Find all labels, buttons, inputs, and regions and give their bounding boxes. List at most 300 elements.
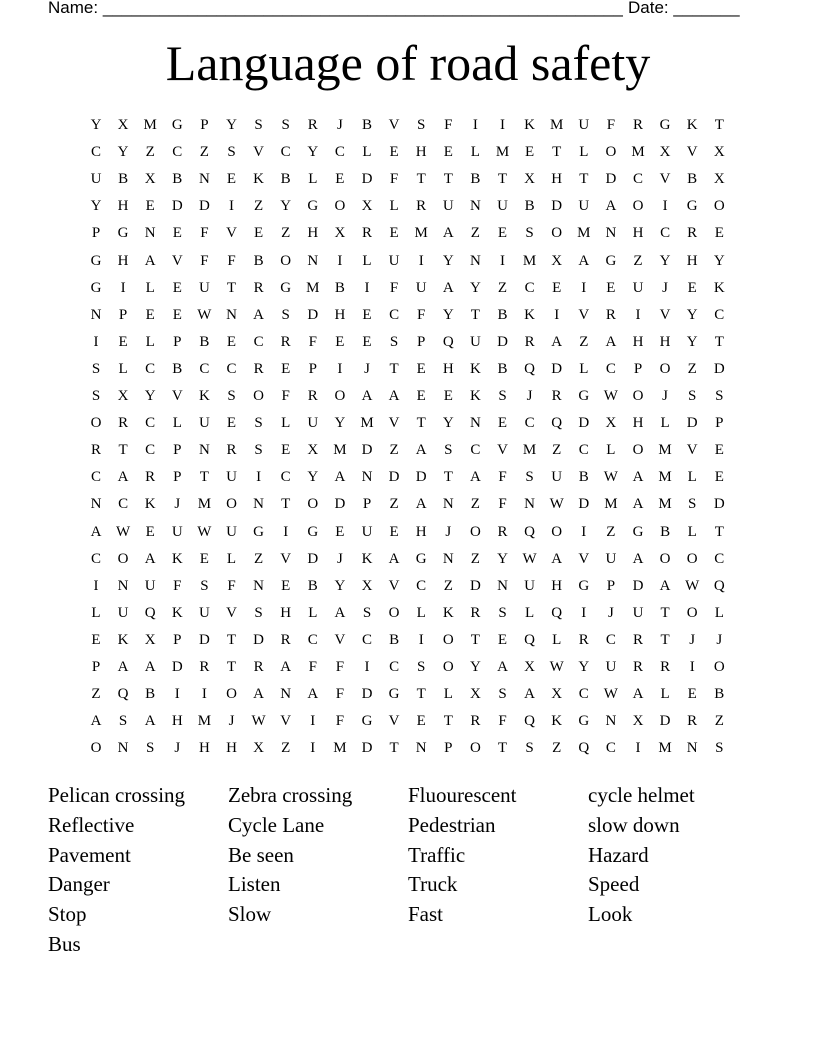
grid-letter: D (632, 577, 644, 594)
grid-letter: Z (281, 225, 291, 242)
grid-letter: R (361, 225, 372, 242)
grid-letter: E (687, 686, 697, 703)
grid-letter: W (251, 713, 266, 730)
grid-letter: I (500, 252, 505, 269)
grid-letter: N (307, 252, 319, 269)
grid-letter: A (334, 469, 346, 486)
grid-letter: O (686, 604, 698, 621)
grid-letter: T (470, 631, 480, 648)
grid-letter: I (310, 713, 316, 730)
grid-letter: E (443, 388, 453, 404)
grid-letter: D (171, 198, 183, 215)
grid-letter: H (551, 171, 563, 188)
grid-letter: B (280, 171, 291, 188)
grid-letter: T (660, 604, 670, 621)
grid-letter: L (579, 360, 589, 377)
grid-letter: V (388, 415, 400, 432)
grid-letter: D (171, 659, 183, 675)
grid-letter: D (551, 360, 563, 377)
grid-letter: P (308, 360, 317, 377)
grid-letter: R (470, 604, 481, 621)
grid-letter: L (308, 604, 318, 621)
grid-letter: O (90, 740, 102, 757)
grid-letter: O (117, 550, 129, 567)
grid-letter: A (442, 279, 454, 296)
grid-letter: M (550, 117, 564, 133)
word-list-item: Truck (408, 872, 458, 897)
grid-letter: D (361, 442, 373, 459)
grid-letter: M (414, 225, 428, 242)
grid-letter: W (197, 306, 212, 323)
grid-letter: N (144, 225, 156, 242)
grid-letter: N (469, 198, 481, 215)
grid-letter: Y (90, 198, 102, 215)
grid-letter: S (417, 659, 426, 675)
grid-letter: L (389, 198, 399, 215)
grid-letter: Y (713, 252, 725, 269)
grid-letter: C (605, 740, 616, 757)
grid-letter: S (498, 604, 507, 621)
grid-letter: A (551, 550, 563, 567)
grid-letter: P (200, 117, 209, 133)
grid-letter: A (361, 388, 373, 404)
grid-letter: H (415, 523, 427, 540)
grid-letter: T (226, 659, 237, 675)
grid-letter: H (442, 360, 454, 377)
grid-letter: E (443, 144, 453, 161)
grid-letter: J (607, 604, 614, 621)
grid-letter: R (687, 713, 698, 730)
grid-letter: M (658, 496, 672, 513)
grid-letter: H (334, 306, 346, 323)
grid-letter: Z (470, 496, 480, 513)
grid-letter: J (364, 360, 370, 377)
grid-letter: T (416, 686, 426, 703)
grid-letter: D (361, 740, 373, 757)
grid-letter: E (145, 523, 155, 540)
grid-letter: B (497, 360, 508, 377)
grid-letter: I (283, 523, 289, 540)
grid-letter: R (253, 360, 264, 377)
grid-letter: B (307, 577, 318, 594)
grid-letter: F (200, 225, 209, 242)
word-list-item: slow down (588, 812, 680, 837)
grid-letter: E (389, 225, 399, 242)
grid-letter: C (578, 686, 589, 703)
grid-letter: D (551, 198, 563, 215)
grid-letter: X (117, 117, 129, 133)
grid-letter: Q (524, 523, 536, 540)
grid-letter: B (497, 306, 508, 323)
grid-letter: A (632, 469, 644, 486)
grid-letter: N (469, 252, 481, 269)
grid-letter: Z (389, 442, 399, 459)
grid-letter: M (604, 496, 618, 513)
grid-letter: Y (442, 415, 454, 432)
grid-letter: I (364, 279, 370, 296)
grid-letter: N (280, 686, 292, 703)
grid-letter: Z (714, 713, 724, 730)
grid-letter: S (444, 442, 453, 459)
grid-letter: I (635, 740, 641, 757)
grid-letter: G (361, 713, 373, 730)
grid-letter: L (470, 144, 480, 161)
grid-letter: R (280, 631, 291, 648)
grid-letter: X (551, 252, 563, 269)
grid-letter: O (226, 686, 237, 703)
grid-letter: E (497, 631, 508, 648)
grid-letter: K (524, 117, 536, 133)
grid-letter: C (226, 360, 237, 377)
grid-letter: T (497, 740, 508, 757)
grid-letter: F (444, 117, 453, 133)
grid-letter: R (118, 415, 129, 432)
grid-letter: B (660, 523, 671, 540)
grid-letter: X (253, 740, 265, 757)
grid-letter: E (714, 225, 724, 242)
grid-letter: Z (443, 577, 453, 594)
grid-letter: E (525, 144, 535, 161)
grid-letter: U (117, 604, 129, 621)
grid-letter: O (469, 740, 481, 757)
grid-letter: K (171, 550, 183, 567)
grid-letter: Y (469, 279, 481, 296)
grid-letter: Q (524, 360, 536, 377)
grid-letter: A (388, 388, 400, 404)
grid-letter: A (144, 550, 156, 567)
grid-letter: A (144, 659, 156, 675)
grid-letter: W (603, 469, 618, 486)
grid-letter: I (689, 659, 695, 675)
grid-letter: C (416, 577, 427, 594)
grid-letter: X (307, 442, 319, 459)
grid-letter: J (228, 713, 235, 730)
grid-letter: B (253, 252, 264, 269)
grid-letter: F (308, 659, 317, 675)
grid-letter: P (715, 415, 724, 432)
grid-letter: C (660, 225, 671, 242)
grid-letter: L (362, 252, 372, 269)
grid-letter: T (714, 333, 724, 350)
grid-letter: I (662, 198, 668, 215)
grid-letter: I (201, 686, 207, 703)
grid-letter: U (605, 659, 617, 675)
grid-letter: S (254, 604, 263, 621)
grid-letter: Y (334, 577, 346, 594)
grid-letter: V (171, 252, 183, 269)
grid-letter: Q (524, 713, 536, 730)
grid-letter: V (388, 713, 400, 730)
grid-letter: M (143, 117, 157, 133)
grid-letter: I (364, 659, 370, 675)
grid-letter: T (714, 117, 724, 133)
word-list-item: Stop (48, 902, 87, 927)
grid-letter: C (524, 415, 535, 432)
word-list-item: Danger (48, 872, 110, 897)
grid-letter: U (605, 550, 617, 567)
grid-letter: X (144, 171, 156, 188)
grid-letter: W (685, 577, 700, 594)
grid-letter: S (254, 117, 263, 133)
grid-letter: D (469, 577, 481, 594)
grid-letter: O (632, 442, 644, 459)
grid-letter: C (253, 333, 264, 350)
grid-letter: F (227, 252, 236, 269)
grid-letter: V (226, 604, 237, 621)
grid-letter: R (145, 469, 156, 486)
grid-letter: F (335, 659, 345, 675)
grid-letter: L (579, 144, 589, 161)
grid-letter: P (633, 360, 643, 377)
grid-letter: Y (686, 306, 698, 323)
grid-letter: D (578, 415, 590, 432)
grid-letter: X (632, 713, 644, 730)
grid-letter: G (280, 279, 292, 296)
grid-letter: U (632, 604, 644, 621)
grid-letter: V (659, 171, 671, 188)
grid-letter: G (171, 117, 183, 133)
grid-letter: U (551, 469, 563, 486)
grid-letter: E (254, 225, 264, 242)
grid-letter: F (200, 252, 209, 269)
grid-letter: L (362, 144, 372, 161)
grid-letter: W (549, 659, 564, 675)
grid-letter: D (415, 469, 427, 486)
grid-letter: L (118, 360, 128, 377)
grid-letter: U (578, 117, 590, 133)
grid-letter: Y (578, 659, 590, 675)
grid-letter: I (581, 604, 587, 621)
grid-letter: M (197, 713, 212, 730)
grid-letter: B (687, 171, 698, 188)
grid-letter: M (577, 225, 591, 242)
grid-letter: Z (470, 225, 480, 242)
grid-letter: N (524, 496, 536, 513)
grid-letter: A (117, 659, 129, 675)
grid-letter: J (336, 117, 343, 133)
grid-letter: C (578, 442, 589, 459)
grid-letter: G (388, 686, 400, 703)
grid-letter: J (336, 550, 343, 567)
grid-letter: L (687, 523, 697, 540)
name-blank: _______________________________________________________ (102, 0, 623, 17)
grid-letter: K (117, 631, 129, 648)
grid-letter: V (686, 144, 698, 161)
grid-letter: Y (307, 144, 319, 161)
grid-letter: S (389, 333, 399, 350)
grid-letter: A (415, 496, 427, 513)
grid-letter: T (226, 631, 237, 648)
grid-letter: W (549, 496, 564, 513)
grid-letter: N (198, 171, 210, 188)
grid-letter: Y (469, 659, 481, 675)
grid-letter: C (632, 171, 643, 188)
grid-letter: L (416, 604, 426, 621)
grid-letter: O (280, 252, 292, 269)
grid-letter: Z (497, 279, 508, 296)
word-list-item: Pelican crossing (48, 783, 186, 807)
grid-letter: F (498, 469, 507, 486)
grid-letter: D (713, 360, 725, 377)
word-list-item: Fluourescent (408, 783, 517, 807)
grid-letter: S (498, 388, 507, 404)
grid-letter: O (713, 659, 725, 675)
grid-letter: J (445, 523, 452, 540)
grid-letter: D (307, 550, 319, 567)
grid-letter: U (144, 577, 156, 594)
grid-letter: C (714, 550, 725, 567)
grid-letter: R (632, 631, 643, 648)
grid-letter: I (93, 333, 99, 350)
grid-letter: W (603, 388, 618, 404)
grid-letter: C (145, 360, 156, 377)
grid-letter: A (90, 523, 102, 540)
grid-letter: K (713, 279, 725, 296)
grid-letter: H (171, 713, 183, 730)
grid-letter: K (198, 388, 210, 404)
grid-letter: V (659, 306, 671, 323)
grid-letter: L (145, 279, 155, 296)
grid-letter: M (522, 442, 537, 459)
grid-letter: I (635, 306, 641, 323)
grid-letter: M (658, 740, 672, 757)
grid-letter: G (90, 252, 102, 269)
grid-letter: Y (226, 117, 237, 133)
grid-letter: B (361, 117, 372, 133)
grid-letter: U (388, 252, 400, 269)
grid-letter: T (714, 523, 724, 540)
grid-letter: Y (442, 252, 454, 269)
word-list-item: Pavement (48, 842, 131, 867)
grid-letter: E (145, 306, 155, 323)
grid-letter: E (172, 279, 182, 296)
grid-letter: Z (254, 550, 264, 567)
grid-letter: Z (552, 740, 562, 757)
grid-letter: S (254, 442, 263, 459)
grid-letter: Z (633, 252, 643, 269)
grid-letter: Y (280, 198, 292, 215)
grid-letter: T (389, 360, 399, 377)
grid-letter: N (90, 496, 102, 513)
grid-letter: T (552, 144, 562, 161)
grid-letter: I (174, 686, 180, 703)
grid-letter: S (688, 496, 697, 513)
word-list-item: Cycle Lane (228, 812, 325, 837)
grid-letter: Z (281, 740, 291, 757)
grid-letter: U (198, 279, 210, 296)
grid-letter: M (658, 442, 672, 459)
grid-letter: G (578, 713, 590, 730)
grid-letter: D (307, 306, 319, 323)
grid-letter: E (335, 523, 345, 540)
grid-letter: M (197, 496, 212, 513)
grid-letter: T (389, 740, 399, 757)
grid-letter: I (310, 740, 316, 757)
grid-letter: V (686, 442, 698, 459)
grid-letter: C (524, 279, 535, 296)
grid-letter: X (713, 144, 725, 161)
grid-letter: O (442, 659, 454, 675)
grid-letter: G (415, 550, 427, 567)
grid-letter: G (253, 523, 265, 540)
date-blank: _______ (673, 0, 740, 17)
grid-letter: C (605, 631, 616, 648)
grid-letter: C (90, 144, 101, 161)
grid-letter: D (713, 496, 725, 513)
grid-letter: D (686, 415, 698, 432)
grid-letter: O (226, 496, 237, 513)
grid-letter: E (118, 333, 128, 350)
grid-letter: N (226, 306, 237, 323)
grid-letter: E (416, 360, 426, 377)
grid-letter: V (334, 631, 346, 648)
grid-letter: C (118, 496, 129, 513)
grid-letter: N (117, 740, 129, 757)
word-list-item: Be seen (228, 842, 294, 867)
grid-letter: J (662, 279, 669, 296)
grid-letter: E (497, 225, 508, 242)
grid-letter: E (687, 279, 697, 296)
grid-letter: D (198, 631, 210, 648)
grid-letter: H (415, 144, 427, 161)
grid-letter: E (362, 306, 372, 323)
grid-letter: A (659, 577, 671, 594)
grid-letter: N (253, 577, 265, 594)
grid-letter: G (307, 523, 319, 540)
grid-letter: K (469, 360, 481, 377)
grid-letter: H (551, 577, 563, 594)
grid-letter: A (280, 659, 292, 675)
grid-letter: K (686, 117, 698, 133)
grid-letter: X (469, 686, 481, 703)
grid-letter: X (524, 171, 536, 188)
grid-letter: O (253, 388, 265, 404)
grid-letter: N (442, 550, 454, 567)
grid-letter: Q (551, 604, 563, 621)
grid-letter: A (334, 604, 346, 621)
grid-letter: T (416, 171, 426, 188)
grid-letter: X (551, 686, 563, 703)
grid-letter: B (172, 360, 183, 377)
word-list-item: Traffic (408, 842, 466, 867)
grid-letter: H (280, 604, 292, 621)
grid-letter: O (307, 496, 319, 513)
grid-letter: N (469, 415, 481, 432)
grid-letter: S (362, 604, 372, 621)
grid-letter: T (199, 469, 209, 486)
grid-letter: M (522, 252, 537, 269)
grid-letter: E (335, 333, 345, 350)
grid-letter: L (660, 686, 670, 703)
grid-letter: A (632, 550, 644, 567)
grid-letter: V (578, 306, 590, 323)
grid-letter: Y (90, 117, 102, 133)
grid-letter: S (227, 388, 236, 404)
grid-letter: I (120, 279, 126, 296)
grid-letter: V (171, 388, 183, 404)
grid-letter: C (90, 469, 101, 486)
grid-letter: P (173, 442, 182, 459)
grid-letter: E (335, 171, 345, 188)
grid-letter: R (280, 333, 291, 350)
grid-letter: H (198, 740, 210, 757)
word-list-item: Fast (408, 902, 444, 927)
grid-letter: N (361, 469, 373, 486)
grid-letter: Y (442, 306, 454, 323)
grid-letter: T (443, 713, 453, 730)
grid-letter: A (253, 306, 265, 323)
grid-letter: L (308, 171, 318, 188)
